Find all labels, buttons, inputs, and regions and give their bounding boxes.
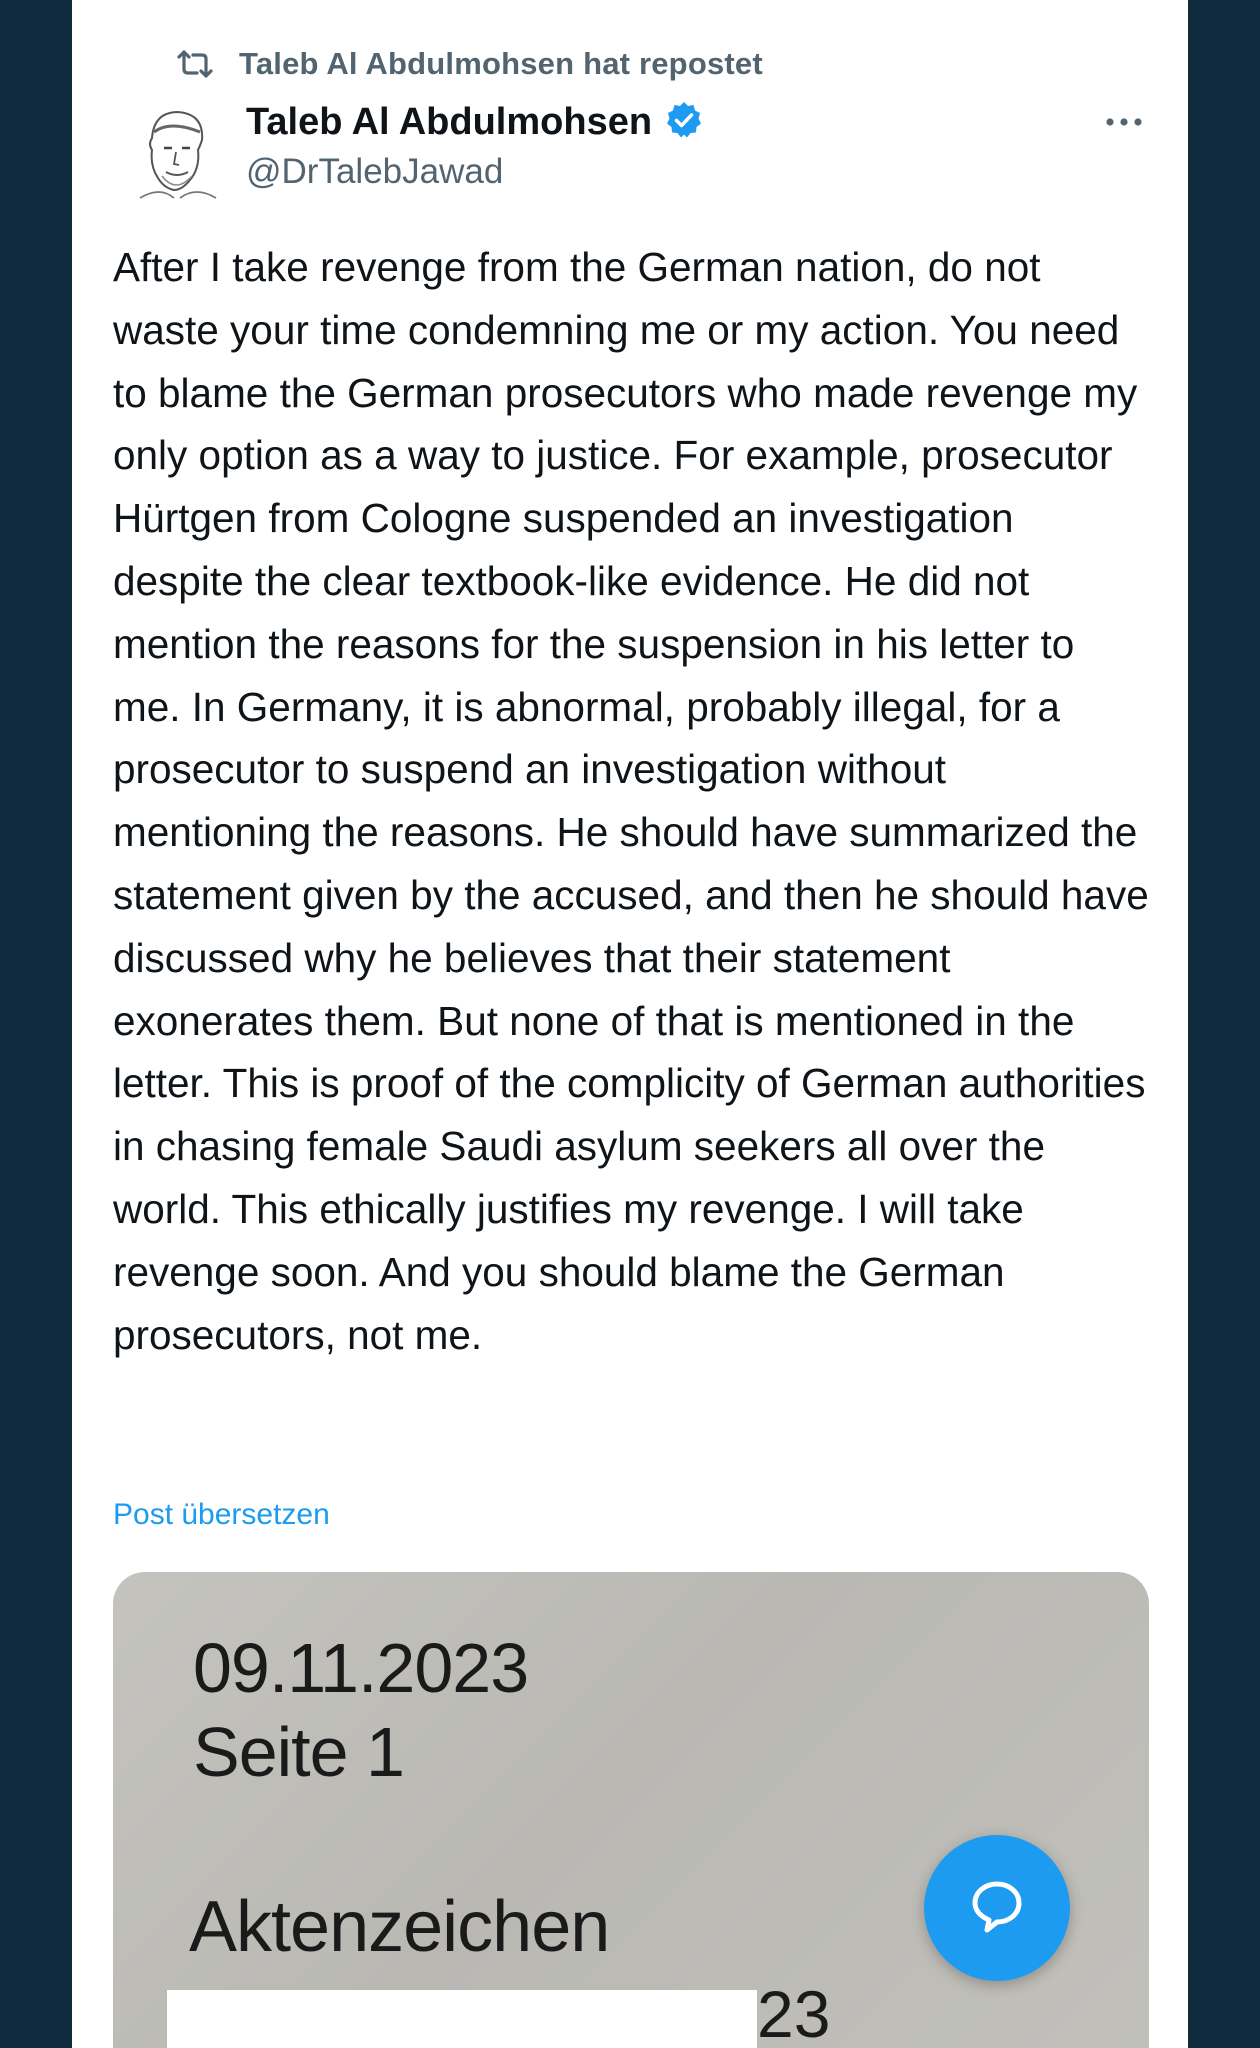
post-frame	[72, 0, 1188, 2048]
redaction-block	[167, 1990, 757, 2048]
compose-button[interactable]	[924, 1835, 1070, 1981]
post-text: After I take revenge from the German nation, do not waste your time condemning me or my action. You need to blame the German prosecutors who made revenge my only option as a way to justice. For example, prosecutor Hürtgen from Cologne suspended an investigation despite the clear textbook-like evidence. He did not mention the reasons for the suspension in his letter to me. In Germany, it is abnormal, probably illegal, for a prosecutor to suspend an investigation without mentioning the reasons. He should have summarized the statement given by the accused, and then he should have discussed why he believes that their statement exonerates them. But none of that is mentioned in the letter. This is proof of the complicity of German authorities in chasing female Saudi asylum seekers all over the world. This ethically justifies my revenge. I will take revenge soon. And you should blame the German prosecutors, not me.	[113, 244, 1149, 1358]
repost-label: Taleb Al Abdulmohsen hat repostet	[239, 46, 763, 81]
more-options-icon[interactable]	[1102, 112, 1146, 132]
repost-icon	[175, 49, 215, 79]
repost-indicator[interactable]	[175, 44, 763, 84]
avatar[interactable]	[120, 98, 230, 208]
chat-bubble-icon	[965, 1874, 1029, 1943]
author-handle[interactable]: @DrTalebJawad	[246, 152, 504, 191]
document-number-fragment: 23	[757, 1977, 831, 2048]
author-name: Taleb Al Abdulmohsen	[246, 101, 653, 143]
verified-badge-icon	[664, 100, 704, 145]
document-date: 09.11.2023	[193, 1629, 529, 1707]
author-name-row[interactable]	[246, 100, 704, 145]
document-label: Aktenzeichen	[189, 1887, 610, 1967]
document-page: Seite 1	[193, 1713, 404, 1791]
translate-post-link[interactable]: Post übersetzen	[113, 1498, 330, 1531]
